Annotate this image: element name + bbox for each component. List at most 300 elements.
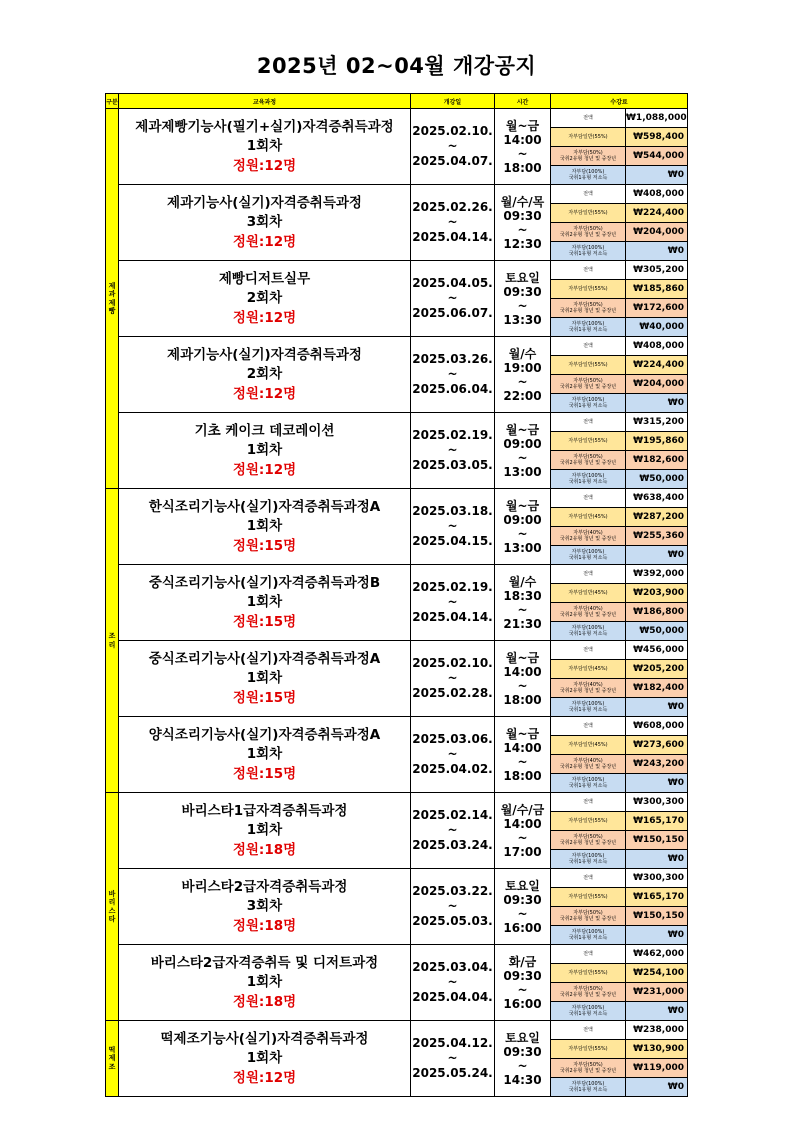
time-end: 21:30 [503,616,542,631]
period-cell [411,641,495,717]
table-header-row [106,94,688,109]
fee-amount: ₩300,300 [626,793,688,812]
fee-label-line1: 전액 [583,1027,593,1033]
time-end: 13:00 [503,464,542,479]
period-separator: ~ [447,823,458,837]
time-end: 17:00 [503,844,542,859]
course-name: 양식조리기능사(실기)자격증취득과정A [148,726,381,743]
category-cell [106,1021,119,1097]
fee-label-line1: 전액 [583,571,593,577]
course-capacity: 정원:12명 [232,157,297,174]
fee-label [551,318,626,337]
fee-row [551,451,687,470]
fee-label-line1: 자부담(100%) [571,397,605,403]
time-end: 16:00 [503,996,542,1011]
fee-row [551,223,687,242]
fee-amount: ₩0 [626,1002,688,1021]
course-cell [119,869,411,945]
fee-row [551,793,687,812]
fee-cell [551,565,688,641]
period-separator: ~ [447,291,458,305]
fee-label-line1: 자부담(40%) [573,682,603,688]
class-days: 월~금 [505,650,540,665]
course-row [106,109,688,185]
fee-row [551,527,687,546]
period-separator: ~ [447,899,458,913]
time-separator: ~ [517,982,528,997]
fee-amount: ₩598,400 [626,128,688,147]
fee-label [551,280,626,299]
fee-label-line2: 국취1유형 저소득 [568,479,608,485]
fee-table [551,109,687,184]
fee-label-line1: 자부담(100%) [571,169,605,175]
fee-label-line2: 국취2유형 청년 및 중장년 [559,916,617,922]
fee-label-line1: 자부담(100%) [571,473,605,479]
course-round: 3회차 [246,213,283,230]
fee-label-line1: 자부담(100%) [571,1081,605,1087]
period-cell [411,793,495,869]
fee-amount: ₩1,088,000 [626,109,688,128]
end-date: 2025.03.05. [412,458,493,472]
course-round: 1회차 [246,669,283,686]
fee-label [551,584,626,603]
end-date: 2025.04.15. [412,534,493,548]
end-date: 2025.05.24. [412,1066,493,1080]
time-start: 14:00 [503,132,542,147]
fee-label-line2: 국취2유형 청년 및 중장년 [559,232,617,238]
course-round: 1회차 [246,821,283,838]
time-cell [495,641,551,717]
fee-row [551,717,687,736]
period-separator: ~ [447,519,458,533]
course-capacity: 정원:12명 [232,233,297,250]
header-period: 개강일 [411,94,495,109]
fee-label [551,698,626,717]
fee-row [551,242,687,261]
course-cell [119,185,411,261]
fee-label-line1: 자부담(50%) [573,910,603,916]
fee-amount: ₩408,000 [626,337,688,356]
period-cell [411,1021,495,1097]
fee-amount: ₩0 [626,546,688,565]
fee-label [551,299,626,318]
fee-row [551,147,687,166]
fee-row [551,280,687,299]
fee-row [551,470,687,489]
fee-row [551,736,687,755]
fee-amount: ₩0 [626,850,688,869]
fee-row [551,128,687,147]
fee-label [551,850,626,869]
period-separator: ~ [447,367,458,381]
period-cell [411,185,495,261]
period-cell [411,945,495,1021]
time-separator: ~ [517,830,528,845]
course-row [106,261,688,337]
time-cell [495,793,551,869]
time-start: 09:30 [503,208,542,223]
fee-row [551,584,687,603]
course-capacity: 정원:18명 [232,841,297,858]
fee-amount: ₩287,200 [626,508,688,527]
period-separator: ~ [447,671,458,685]
fee-amount: ₩40,000 [626,318,688,337]
fee-label-line1: 전액 [583,343,593,349]
course-row [106,489,688,565]
course-row [106,565,688,641]
time-cell [495,413,551,489]
fee-label-line2: 국취2유형 청년 및 중장년 [559,840,617,846]
time-end: 22:00 [503,388,542,403]
fee-cell [551,793,688,869]
fee-amount: ₩50,000 [626,622,688,641]
fee-row [551,945,687,964]
fee-row [551,546,687,565]
time-end: 14:30 [503,1072,542,1087]
fee-label [551,869,626,888]
course-cell [119,1021,411,1097]
fee-label [551,907,626,926]
fee-label [551,717,626,736]
fee-row [551,1040,687,1059]
time-cell [495,565,551,641]
fee-row [551,1059,687,1078]
course-name: 바리스타2급자격증취득 및 디저트과정 [150,954,379,971]
fee-row [551,660,687,679]
fee-cell [551,337,688,413]
fee-label [551,356,626,375]
fee-label-line2: 국취1유형 저소득 [568,251,608,257]
course-cell [119,489,411,565]
time-cell [495,337,551,413]
fee-amount: ₩130,900 [626,1040,688,1059]
start-date: 2025.04.05. [412,276,493,290]
fee-label [551,622,626,641]
course-row [106,945,688,1021]
fee-label [551,565,626,584]
fee-row [551,565,687,584]
period-cell [411,565,495,641]
course-name: 중식조리기능사(실기)자격증취득과정B [148,574,381,591]
fee-label-line2: 국취2유형 청년 및 중장년 [559,764,617,770]
period-cell [411,337,495,413]
fee-row [551,166,687,185]
course-cell [119,337,411,413]
time-start: 14:00 [503,816,542,831]
course-round: 1회차 [246,1049,283,1066]
fee-cell [551,945,688,1021]
fee-amount: ₩544,000 [626,147,688,166]
category-cell [106,489,119,793]
fee-cell [551,489,688,565]
fee-amount: ₩231,000 [626,983,688,1002]
fee-cell [551,185,688,261]
category-label: 제과제빵 [108,282,116,315]
time-end: 13:30 [503,312,542,327]
fee-label-line1: 자부담(50%) [573,302,603,308]
fee-label [551,812,626,831]
fee-row [551,831,687,850]
fee-table [551,717,687,792]
fee-table [551,641,687,716]
fee-label [551,831,626,850]
course-round: 1회차 [246,973,283,990]
time-cell [495,185,551,261]
class-days: 월~금 [505,498,540,513]
class-days: 토요일 [505,1030,540,1045]
course-name: 떡제조기능사(실기)자격증취득과정 [160,1030,369,1047]
course-capacity: 정원:18명 [232,993,297,1010]
fee-amount: ₩300,300 [626,869,688,888]
fee-amount: ₩50,000 [626,470,688,489]
course-row [106,793,688,869]
fee-label [551,945,626,964]
course-capacity: 정원:15명 [232,613,297,630]
fee-label-line1: 자부담(100%) [571,321,605,327]
fee-label [551,451,626,470]
start-date: 2025.03.06. [412,732,493,746]
fee-amount: ₩195,860 [626,432,688,451]
course-round: 2회차 [246,289,283,306]
time-end: 18:00 [503,692,542,707]
fee-label-line2: 국취1유형 저소득 [568,631,608,637]
fee-amount: ₩238,000 [626,1021,688,1040]
fee-label [551,983,626,1002]
fee-label-line1: 자부담일반(55%) [568,134,608,140]
fee-label-line1: 자부담(50%) [573,378,603,384]
fee-label-line2: 국취1유형 저소득 [568,1087,608,1093]
time-separator: ~ [517,1058,528,1073]
end-date: 2025.05.03. [412,914,493,928]
fee-amount: ₩456,000 [626,641,688,660]
fee-label [551,793,626,812]
time-start: 09:30 [503,284,542,299]
fee-row [551,774,687,793]
fee-amount: ₩0 [626,166,688,185]
course-cell [119,945,411,1021]
fee-label-line1: 자부담(100%) [571,929,605,935]
course-cell [119,109,411,185]
fee-label-line1: 자부담일반(45%) [568,666,608,672]
class-days: 월/수/금 [500,802,545,817]
fee-label-line2: 국취2유형 청년 및 중장년 [559,308,617,314]
fee-label [551,1059,626,1078]
fee-label-line1: 전액 [583,723,593,729]
fee-label-line1: 자부담(50%) [573,1062,603,1068]
fee-table [551,869,687,944]
time-separator: ~ [517,906,528,921]
fee-cell [551,109,688,185]
fee-label [551,223,626,242]
period-cell [411,413,495,489]
time-cell [495,489,551,565]
start-date: 2025.02.10. [412,124,493,138]
course-round: 1회차 [246,745,283,762]
fee-amount: ₩150,150 [626,907,688,926]
fee-row [551,299,687,318]
start-date: 2025.03.26. [412,352,493,366]
fee-table [551,1021,687,1096]
header-course: 교육과정 [119,94,411,109]
fee-label-line2: 국취2유형 청년 및 중장년 [559,156,617,162]
fee-row [551,1021,687,1040]
fee-label-line2: 국취1유형 저소득 [568,175,608,181]
course-name: 한식조리기능사(실기)자격증취득과정A [148,498,381,515]
fee-label-line1: 자부담(50%) [573,150,603,156]
fee-label-line2: 국취1유형 저소득 [568,1011,608,1017]
fee-amount: ₩243,200 [626,755,688,774]
class-days: 월/수 [508,574,537,589]
fee-label-line1: 자부담(100%) [571,625,605,631]
fee-label-line1: 전액 [583,115,593,121]
time-separator: ~ [517,754,528,769]
class-days: 월/수 [508,346,537,361]
time-end: 13:00 [503,540,542,555]
course-row [106,717,688,793]
class-days: 화/금 [508,954,537,969]
category-cell [106,109,119,489]
course-capacity: 정원:15명 [232,689,297,706]
fee-label [551,1002,626,1021]
course-round: 1회차 [246,593,283,610]
period-separator: ~ [447,215,458,229]
fee-label-line1: 자부담(100%) [571,777,605,783]
header-category: 구분 [106,94,119,109]
period-cell [411,261,495,337]
class-days: 월~금 [505,726,540,741]
fee-amount: ₩182,600 [626,451,688,470]
fee-row [551,109,687,128]
course-capacity: 정원:15명 [232,537,297,554]
fee-label [551,109,626,128]
course-cell [119,717,411,793]
course-capacity: 정원:12명 [232,1069,297,1086]
fee-label [551,166,626,185]
fee-label [551,261,626,280]
fee-label [551,337,626,356]
fee-label [551,470,626,489]
fee-amount: ₩150,150 [626,831,688,850]
fee-amount: ₩255,360 [626,527,688,546]
period-separator: ~ [447,975,458,989]
fee-label-line1: 자부담(50%) [573,454,603,460]
time-start: 09:30 [503,892,542,907]
fee-label [551,755,626,774]
course-round: 2회차 [246,365,283,382]
fee-amount: ₩165,170 [626,812,688,831]
fee-label-line2: 국취2유형 청년 및 중장년 [559,460,617,466]
course-name: 제빵디저트실무 [218,270,311,287]
course-cell [119,641,411,717]
course-name: 제과기능사(실기)자격증취득과정 [167,346,362,363]
fee-row [551,622,687,641]
fee-row [551,850,687,869]
fee-cell [551,717,688,793]
fee-label-line2: 국취1유형 저소득 [568,403,608,409]
start-date: 2025.02.19. [412,428,493,442]
course-name: 중식조리기능사(실기)자격증취득과정A [148,650,381,667]
end-date: 2025.04.04. [412,990,493,1004]
fee-label-line1: 자부담(50%) [573,226,603,232]
time-end: 16:00 [503,920,542,935]
class-days: 월/수/목 [500,194,545,209]
fee-amount: ₩205,200 [626,660,688,679]
time-separator: ~ [517,298,528,313]
fee-row [551,432,687,451]
fee-label-line1: 자부담일반(55%) [568,438,608,444]
fee-label-line1: 자부담(100%) [571,245,605,251]
fee-label-line1: 자부담(40%) [573,530,603,536]
fee-label [551,660,626,679]
class-days: 월~금 [505,118,540,133]
course-round: 1회차 [246,517,283,534]
fee-amount: ₩273,600 [626,736,688,755]
fee-label [551,736,626,755]
time-separator: ~ [517,374,528,389]
time-end: 18:00 [503,160,542,175]
category-cell [106,793,119,1021]
fee-amount: ₩185,860 [626,280,688,299]
fee-amount: ₩224,400 [626,356,688,375]
end-date: 2025.06.07. [412,306,493,320]
fee-row [551,641,687,660]
time-cell [495,945,551,1021]
fee-label-line1: 전액 [583,495,593,501]
fee-row [551,964,687,983]
fee-label-line1: 전액 [583,799,593,805]
fee-row [551,413,687,432]
fee-row [551,185,687,204]
fee-label-line1: 전액 [583,875,593,881]
fee-row [551,356,687,375]
fee-amount: ₩165,170 [626,888,688,907]
course-name: 바리스타1급자격증취득과정 [181,802,348,819]
fee-amount: ₩408,000 [626,185,688,204]
time-separator: ~ [517,146,528,161]
fee-row [551,261,687,280]
fee-row [551,1078,687,1097]
category-label: 떡제조 [108,1046,116,1071]
fee-amount: ₩608,000 [626,717,688,736]
fee-label [551,204,626,223]
fee-amount: ₩186,800 [626,603,688,622]
fee-table [551,945,687,1020]
period-cell [411,869,495,945]
course-cell [119,565,411,641]
class-days: 토요일 [505,878,540,893]
fee-label-line1: 전액 [583,951,593,957]
course-capacity: 정원:12명 [232,309,297,326]
fee-table [551,793,687,868]
time-cell [495,109,551,185]
fee-label-line1: 자부담(40%) [573,606,603,612]
time-start: 19:00 [503,360,542,375]
end-date: 2025.04.14. [412,230,493,244]
start-date: 2025.03.18. [412,504,493,518]
end-date: 2025.02.28. [412,686,493,700]
header-fee: 수강료 [551,94,688,109]
time-end: 12:30 [503,236,542,251]
course-row [106,413,688,489]
fee-label-line1: 자부담(50%) [573,986,603,992]
time-start: 18:30 [503,588,542,603]
course-name: 제과제빵기능사(필기+실기)자격증취득과정 [135,118,394,135]
period-separator: ~ [447,1051,458,1065]
time-cell [495,869,551,945]
page-title: 2025년 02~04월 개강공지 [256,54,537,78]
fee-row [551,679,687,698]
fee-table [551,489,687,564]
